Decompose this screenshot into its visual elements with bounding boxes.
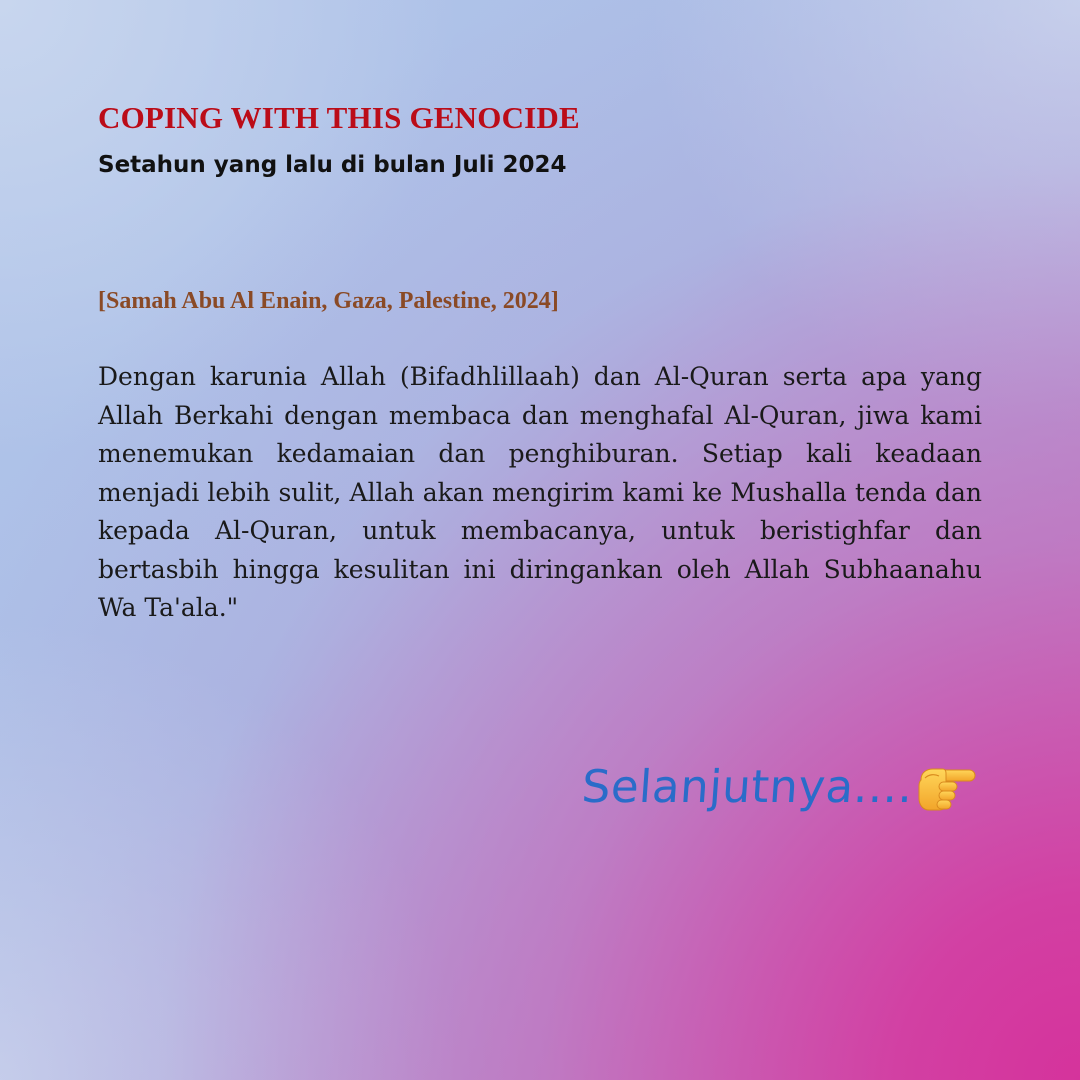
next-label: Selanjutnya.... [580,759,915,813]
page-title: COPING WITH THIS GENOCIDE [98,100,580,135]
body-paragraph: Dengan karunia Allah (Bifadhlillaah) dan Al-Quran serta apa yang Allah Berkahi dengan membaca dan menghafal Al-Quran, jiwa kami menemukan kedamaian dan penghiburan. Setiap kali keadaan menjadi lebih sulit, Allah akan mengirim kami ke Mushalla tenda dan kepada Al-Quran, untuk membacanya, untuk beristighfar dan bertasbih hingga kesulitan ini diringankan oleh Allah Subhaanahu Wa Ta'ala." [98,362,982,622]
pointing-right-hand-icon [915,758,977,814]
source-attribution: [Samah Abu Al Enain, Gaza, Palestine, 2024] [98,288,559,314]
page-subtitle: Setahun yang lalu di bulan Juli 2024 [98,152,567,178]
next-indicator[interactable] [582,758,977,814]
